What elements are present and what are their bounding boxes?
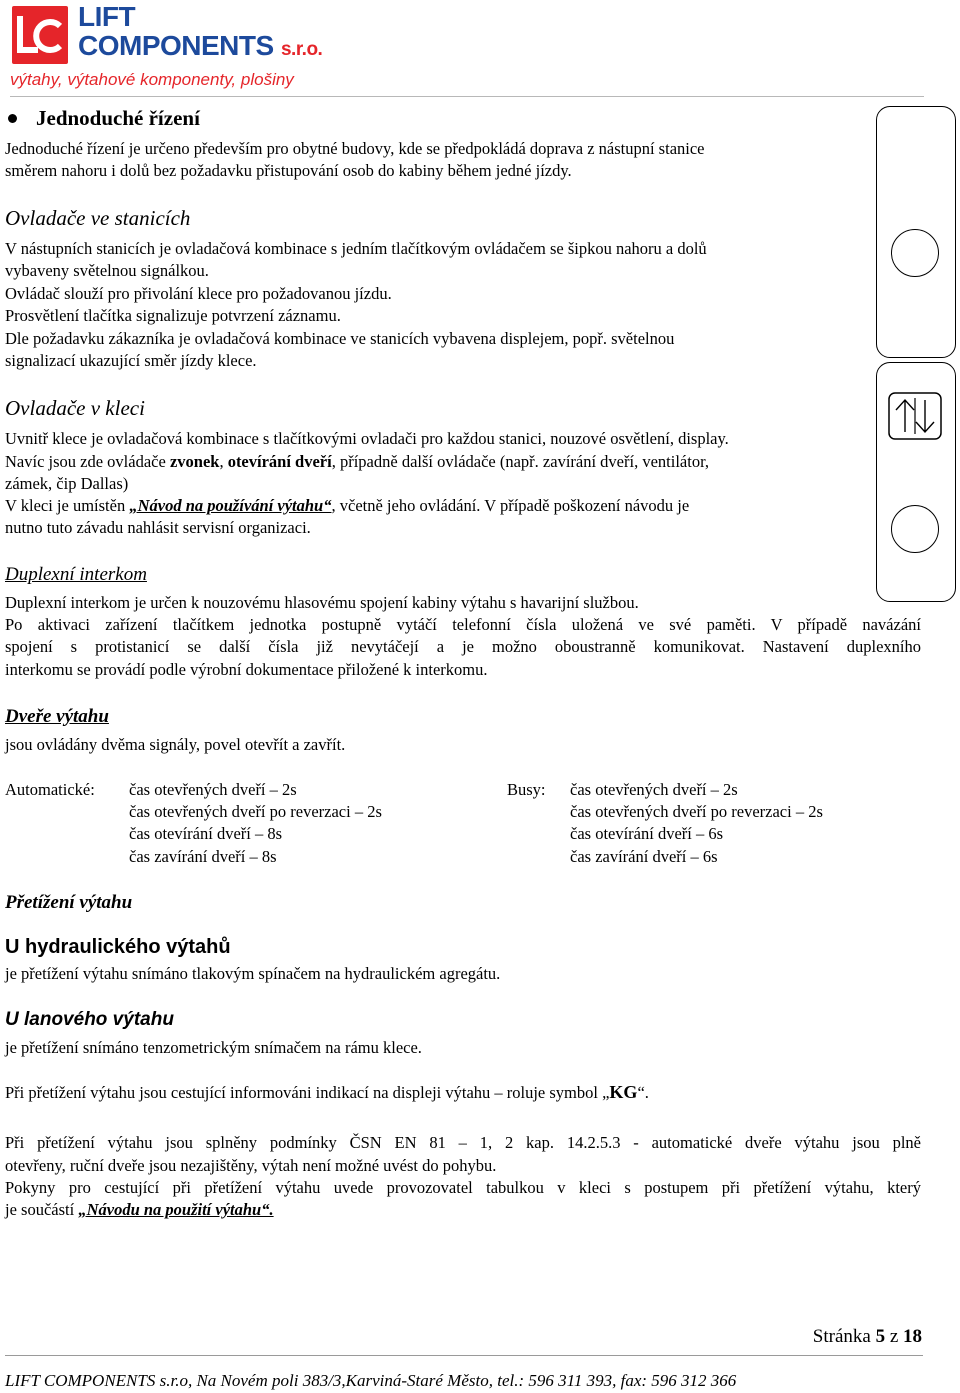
page-number: Stránka 5 z 18 [812,1326,922,1347]
brand-suffix: s.r.o. [280,39,323,60]
header-divider [10,96,924,97]
paragraph-line: V kleci je umístěn „Návod na používání výtahu“, včetně jeho ovládání. V případě poškození návodu je [5,496,690,515]
subsection-title-hydraulic: U hydraulického výtahů [5,936,231,958]
door-timing-auto-label: Automatické: [5,780,95,799]
bullet-icon [8,114,17,123]
paragraph-line: Po aktivaci zařízení tlačítkem jednotka postupně vytáčí telefonní čísla uložená ve své paměti. V případě navázání [5,615,921,634]
section-title-intercom: Duplexní interkom [5,564,147,585]
door-timing-value: čas otevřených dveří – 2s [129,780,297,799]
paragraph-line: spojení s protistanicí se další čísla již nevytáčejí a je možno oboustranně komunikovat. Nastavení duplexního [5,637,921,656]
door-timing-value: čas otevírání dveří – 8s [129,824,283,843]
paragraph-line: je přetížení snímáno tenzometrickým snímačem na rámu klece. [5,1038,422,1057]
door-timing-value: čas otevírání dveří – 6s [570,824,724,843]
paragraph-line: zámek, čip Dallas) [5,474,129,493]
paragraph-line: interkomu se provádí podle výrobní dokumentace přiložené k interkomu. [5,660,488,679]
paragraph-line: Prosvětlení tlačítka signalizuje potvrzení záznamu. [5,306,341,325]
section-title-overload: Přetížení výtahu [5,892,133,913]
paragraph-line: nutno tuto závadu nahlásit servisní organizaci. [5,518,311,537]
paragraph-line: vybaveny světelnou signálkou. [5,261,209,280]
paragraph-line: jsou ovládány dvěma signály, povel otevřít a zavřít. [5,735,346,754]
paragraph-line: Při přetížení výtahu jsou splněny podmínky ČSN EN 81 – 1, 2 kap. 14.2.5.3 - automatické dveře výtahu jsou plně [5,1133,921,1152]
footer-divider [5,1355,923,1356]
paragraph-line: je přetížení výtahu snímáno tlakovým spínačem na hydraulickém agregátu. [5,964,501,983]
door-timing-value: čas otevřených dveří – 2s [570,780,738,799]
door-timing-value: čas zavírání dveří – 6s [570,847,718,866]
door-timing-value: čas zavírání dveří – 8s [129,847,277,866]
paragraph-line: Uvnitř klece je ovladačová kombinace s tlačítkovými ovladači pro každou stanici, nouzové osvětlení, display. [5,429,729,448]
section-title-car-controls: Ovladače v kleci [5,396,145,420]
paragraph-line: Ovládač slouží pro přivolání klece pro požadovanou jízdu. [5,284,392,303]
footer-company-info: LIFT COMPONENTS s.r.o, Na Novém poli 383/3,Karviná-Staré Město, tel.: 596 311 393, fax: 596 312 366 [5,1371,737,1390]
section-title-simple-control: Jednoduché řízení [36,106,200,130]
paragraph-line: Dle požadavku zákazníka je ovladačová kombinace ve stanicích vybavena displejem, popř. světelnou [5,329,675,348]
door-timing-value: čas otevřených dveří po reverzaci – 2s [129,802,382,821]
emphasis-bell: zvonek [169,452,220,471]
section-title-doors: Dveře výtahu [5,706,109,727]
paragraph-line: signalizací ukazující směr jízdy klece. [5,351,257,370]
paragraph-line: V nástupních stanicích je ovladačová kombinace s jedním tlačítkovým ovládačem se šipkou nahoru a dolů [5,239,707,258]
manual-reference: „Návod na používání výtahu“ [129,496,332,515]
paragraph-line: je součástí „Návodu na použití výtahu“. [5,1200,274,1219]
door-timing-value: čas otevřených dveří po reverzaci – 2s [570,802,823,821]
door-timing-busy-label: Busy: [507,780,546,799]
paragraph-line: Duplexní interkom je určen k nouzovému hlasovému spojení kabiny výtahu s havarijní službou. [5,593,639,612]
emphasis-door-open: otevírání dveří [227,452,332,471]
call-button-icon [891,505,939,553]
paragraph-line: Při přetížení výtahu jsou cestující informováni indikací na displeji výtahu – roluje symbol „KG“. [5,1082,649,1102]
manual-reference: „Návodu na použití výtahu“. [78,1200,274,1219]
subsection-title-rope: U lanového výtahu [5,1009,174,1030]
logo-mark-icon [12,6,68,64]
brand-name-line2: COMPONENTS s.r.o. [78,30,323,61]
brand-name-line1: LIFT [78,1,136,32]
kg-symbol: KG [609,1082,638,1102]
section-title-station-controls: Ovladače ve stanicích [5,206,191,230]
paragraph-line: otevřeny, ruční dveře jsou nezajištěny, výtah není možné uvést do pohybu. [5,1156,497,1175]
call-button-icon [891,229,939,277]
paragraph-line: Jednoduché řízení je určeno především pro obytné budovy, kde se předpokládá doprava z nástupní stanice [5,139,705,158]
paragraph-line: Navíc jsou zde ovládače zvonek, otevírání dveří, případně další ovládače (např. zavírání dveří, ventilátor, [5,452,710,471]
company-logo [12,6,68,64]
company-tagline: výtahy, výtahové komponenty, plošiny [10,70,294,89]
door-open-close-icon [888,392,942,440]
paragraph-line: směrem nahoru i dolů bez požadavku přistupování osob do kabiny během jedné jízdy. [5,161,572,180]
paragraph-line: Pokyny pro cestující při přetížení výtahu uvede provozovatel tabulkou v kleci s postupem při přetížení výtahu, který [5,1178,921,1197]
